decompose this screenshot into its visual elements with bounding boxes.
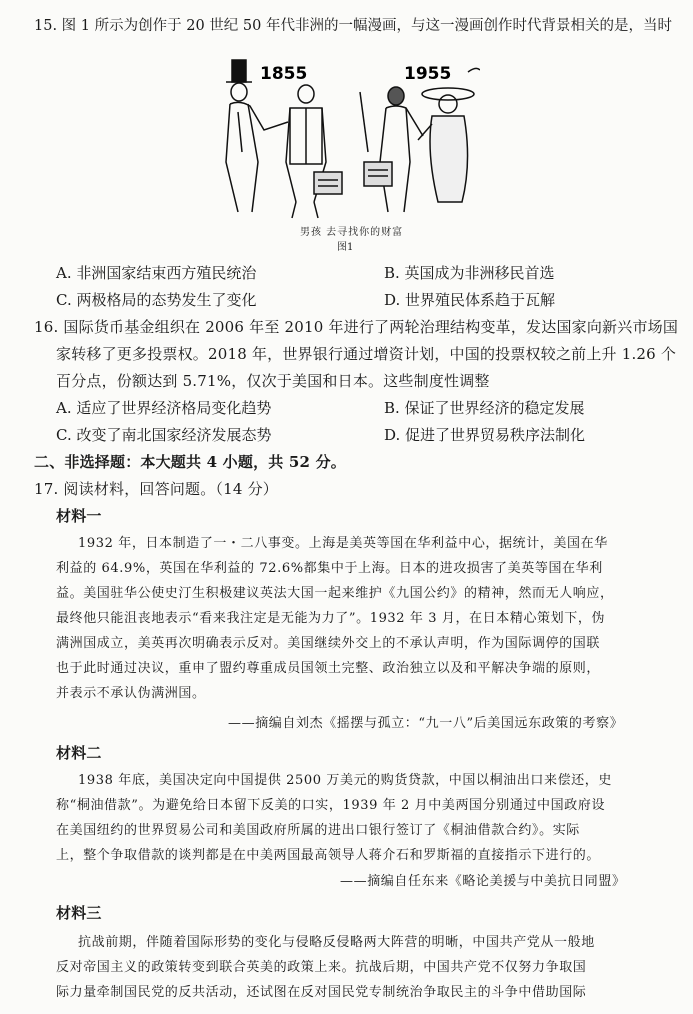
cartoon-caption: 男孩 去寻找你的财富 xyxy=(300,227,404,238)
material-1-title: 材料一 xyxy=(56,507,102,525)
material-3-line: 抗战前期，伴随着国际形势的变化与侵略反侵略两大阵营的明晰，中国共产党从一般地 xyxy=(78,935,595,950)
q15-option-d[interactable]: D. 世界殖民体系趋于瓦解 xyxy=(384,291,556,309)
material-1-line: 满洲国成立，美英再次明确表示反对。美国继续外交上的不承认声明，作为国际调停的国联 xyxy=(56,636,601,651)
q17-stem: 17. 阅读材料，回答问题。（14 分） xyxy=(34,480,278,498)
material-3-line: 反对帝国主义的政策转变到联合英美的政策上来。抗战后期，中国共产党不仅努力争取国 xyxy=(56,960,587,975)
material-3-title: 材料三 xyxy=(56,904,102,922)
material-1-line: 益。美国驻华公使史汀生积极建议英法大国一起来维护《九国公约》的精神，然而无人响应， xyxy=(56,586,614,601)
material-2-line: 上，整个争取借款的谈判都是在中美两国最高领导人蒋介石和罗斯福的直接指示下进行的。 xyxy=(56,848,601,863)
q15-option-c[interactable]: C. 两极格局的态势发生了变化 xyxy=(56,291,257,309)
q15-option-b[interactable]: B. 英国成为非洲移民首选 xyxy=(384,264,555,282)
material-1-line: 最终他只能沮丧地表示“看来我注定是无能为力了”。1932 年 3 月，在日本精心策划下，伪 xyxy=(56,611,606,626)
material-2-line: 1938 年底，美国决定向中国提供 2500 万美元的购货贷款，中国以桐油出口来偿还，史 xyxy=(78,773,612,788)
q16-option-c[interactable]: C. 改变了南北国家经济发展态势 xyxy=(56,426,272,444)
q16-line-3: 百分点，份额达到 5.71%，仅次于美国和日本。这些制度性调整 xyxy=(56,372,490,390)
material-2-line: 在美国纽约的世界贸易公司和美国政府所属的进出口银行签订了《桐油借款合约》。实际 xyxy=(56,823,580,838)
q16-line-2: 家转移了更多投票权。2018 年，世界银行通过增资计划，中国的投票权较之前上升 1.26 个 xyxy=(56,345,677,363)
material-1-source: ——摘编自刘杰《摇摆与孤立：“九一八”后美国远东政策的考察》 xyxy=(228,716,624,731)
right-scene xyxy=(360,68,480,212)
cartoon-figure xyxy=(218,52,480,222)
cartoon-year-right: 1955 xyxy=(404,64,452,84)
material-2-title: 材料二 xyxy=(56,744,102,762)
material-1-line: 也于此时通过决议，重申了盟约尊重成员国领土完整、政治独立以及和平解决争端的原则， xyxy=(56,661,601,676)
material-1-line: 并表示不承认伪满洲国。 xyxy=(56,686,206,701)
q16-option-b[interactable]: B. 保证了世界经济的稳定发展 xyxy=(384,399,585,417)
material-2-line: 称“桐油借款”。为避免给日本留下反美的口实，1939 年 2 月中美两国分别通过中国政府设 xyxy=(56,798,606,813)
material-2-source: ——摘编自任东来《略论美援与中美抗日同盟》 xyxy=(340,874,626,889)
section-2-heading: 二、非选择题：本大题共 4 小题，共 52 分。 xyxy=(34,453,347,471)
material-3-line: 际力量牵制国民党的反共活动，还试图在反对国民党专制统治争取民主的斗争中借助国际 xyxy=(56,985,587,1000)
q16-line-1: 16. 国际货币基金组织在 2006 年至 2010 年进行了两轮治理结构变革，发达国家向新兴市场国 xyxy=(34,318,679,336)
q15-option-a[interactable]: A. 非洲国家结束西方殖民统治 xyxy=(56,264,257,282)
q16-option-a[interactable]: A. 适应了世界经济格局变化趋势 xyxy=(56,399,272,417)
q15-stem: 15. 图 1 所示为创作于 20 世纪 50 年代非洲的一幅漫画，与这一漫画创作时代背景相关的是，当时 xyxy=(34,18,672,34)
q16-option-d[interactable]: D. 促进了世界贸易秩序法制化 xyxy=(384,426,586,444)
figure-label: 图1 xyxy=(337,242,354,253)
cartoon-illustration xyxy=(218,52,480,222)
material-1-line: 利益的 64.9%，英国在华利益的 72.6%都集中于上海。日本的进攻损害了美英等国在华利 xyxy=(56,561,603,576)
cartoon-year-left: 1855 xyxy=(260,64,308,84)
material-1-line: 1932 年，日本制造了一・二八事变。上海是美英等国在华利益中心，据统计，美国在华 xyxy=(78,536,608,551)
